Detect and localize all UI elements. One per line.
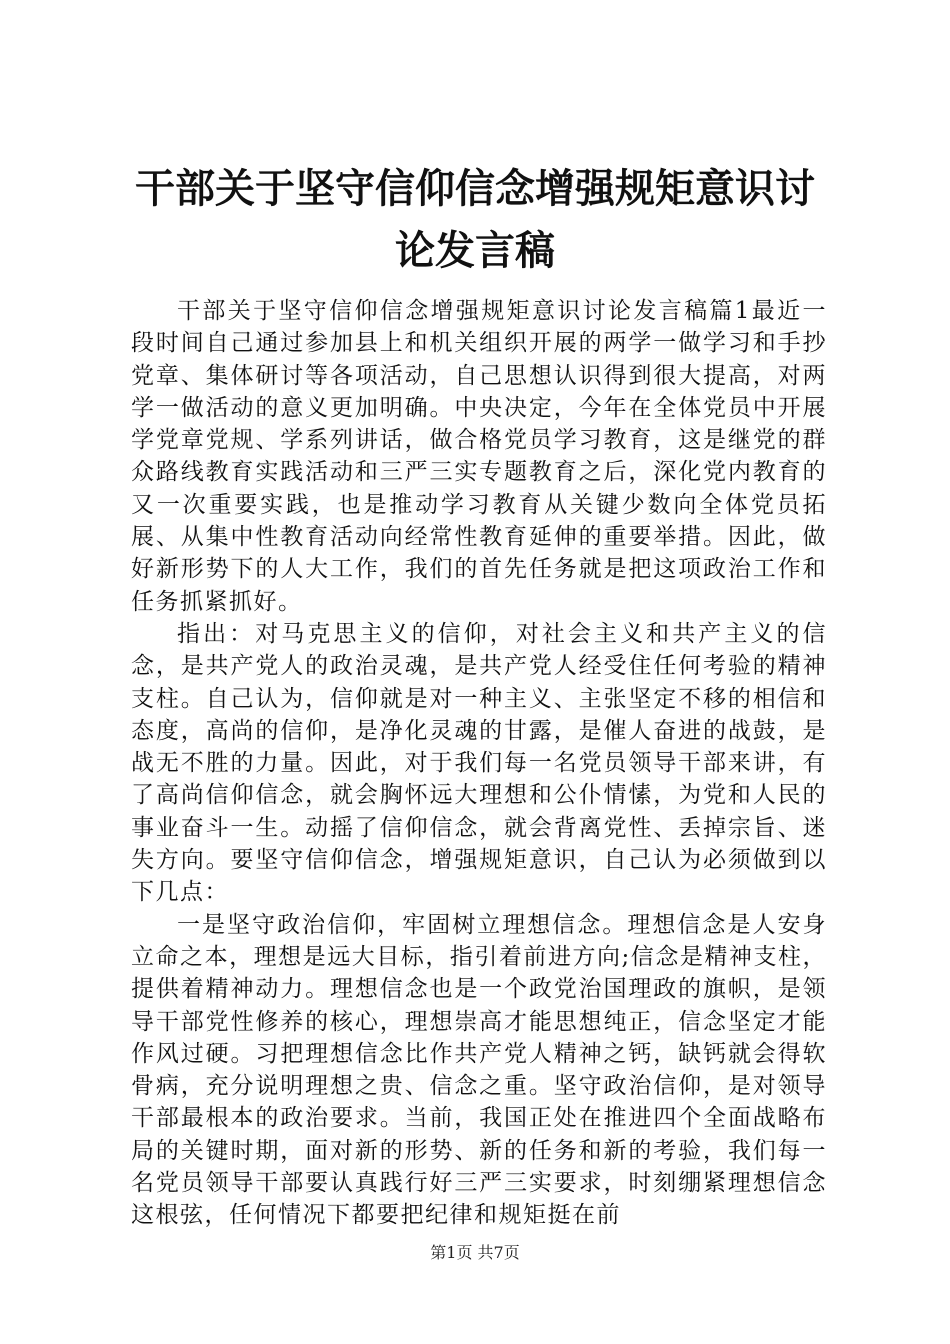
document-title: 干部关于坚守信仰信念增强规矩意识讨论发言稿 — [135, 166, 815, 274]
page-number-footer: 第1页 共7页 — [430, 1243, 520, 1262]
body-paragraph: 干部关于坚守信仰信念增强规矩意识讨论发言稿篇1最近一段时间自己通过参加县上和机关组织开展的两学一做学习和手抄党章、集体研讨等各项活动，自己思想认识得到很大提高，对两学一做活动的意义更加明确。中央决定，今年在全体党员中开展学党章党规、学系列讲话，做合格党员学习教育，这是继党的群众路线教育实践活动和三严三实专题教育之后，深化党内教育的又一次重要实践，也是推动学习教育从关键少数向全体党员拓展、从集中性教育活动向经常性教育延伸的重要举措。因此，做好新形势下的人大工作，我们的首先任务就是把这项政治工作和任务抓紧抓好。 — [131, 298, 827, 615]
body-paragraph: 指出：对马克思主义的信仰，对社会主义和共产主义的信念，是共产党人的政治灵魂，是共产党人经受住任何考验的精神支柱。自己认为，信仰就是对一种主义、主张坚定不移的相信和态度，高尚的信仰，是净化灵魂的甘露，是催人奋进的战鼓，是战无不胜的力量。因此，对于我们每一名党员领导干部来讲，有了高尚信仰信念，就会胸怀远大理想和公仆情愫，为党和人民的事业奋斗一生。动摇了信仰信念，就会背离党性、丢掉宗旨、迷失方向。要坚守信仰信念，增强规矩意识，自己认为必须做到以下几点： — [131, 620, 827, 906]
document-body — [131, 295, 827, 1232]
body-paragraph: 一是坚守政治信仰，牢固树立理想信念。理想信念是人安身立命之本，理想是远大目标，指引着前进方向;信念是精神支柱，提供着精神动力。理想信念也是一个政党治国理政的旗帜，是领导干部党性修养的核心，理想崇高才能思想纯正，信念坚定才能作风过硬。习把理想信念比作共产党人精神之钙，缺钙就会得软骨病，充分说明理想之贵、信念之重。坚守政治信仰，是对领导干部最根本的政治要求。当前，我国正处在推进四个全面战略布局的关键时期，面对新的形势、新的任务和新的考验，我们每一名党员领导干部要认真践行好三严三实要求，时刻绷紧理想信念这根弦，任何情况下都要把纪律和规矩挺在前 — [131, 911, 827, 1229]
